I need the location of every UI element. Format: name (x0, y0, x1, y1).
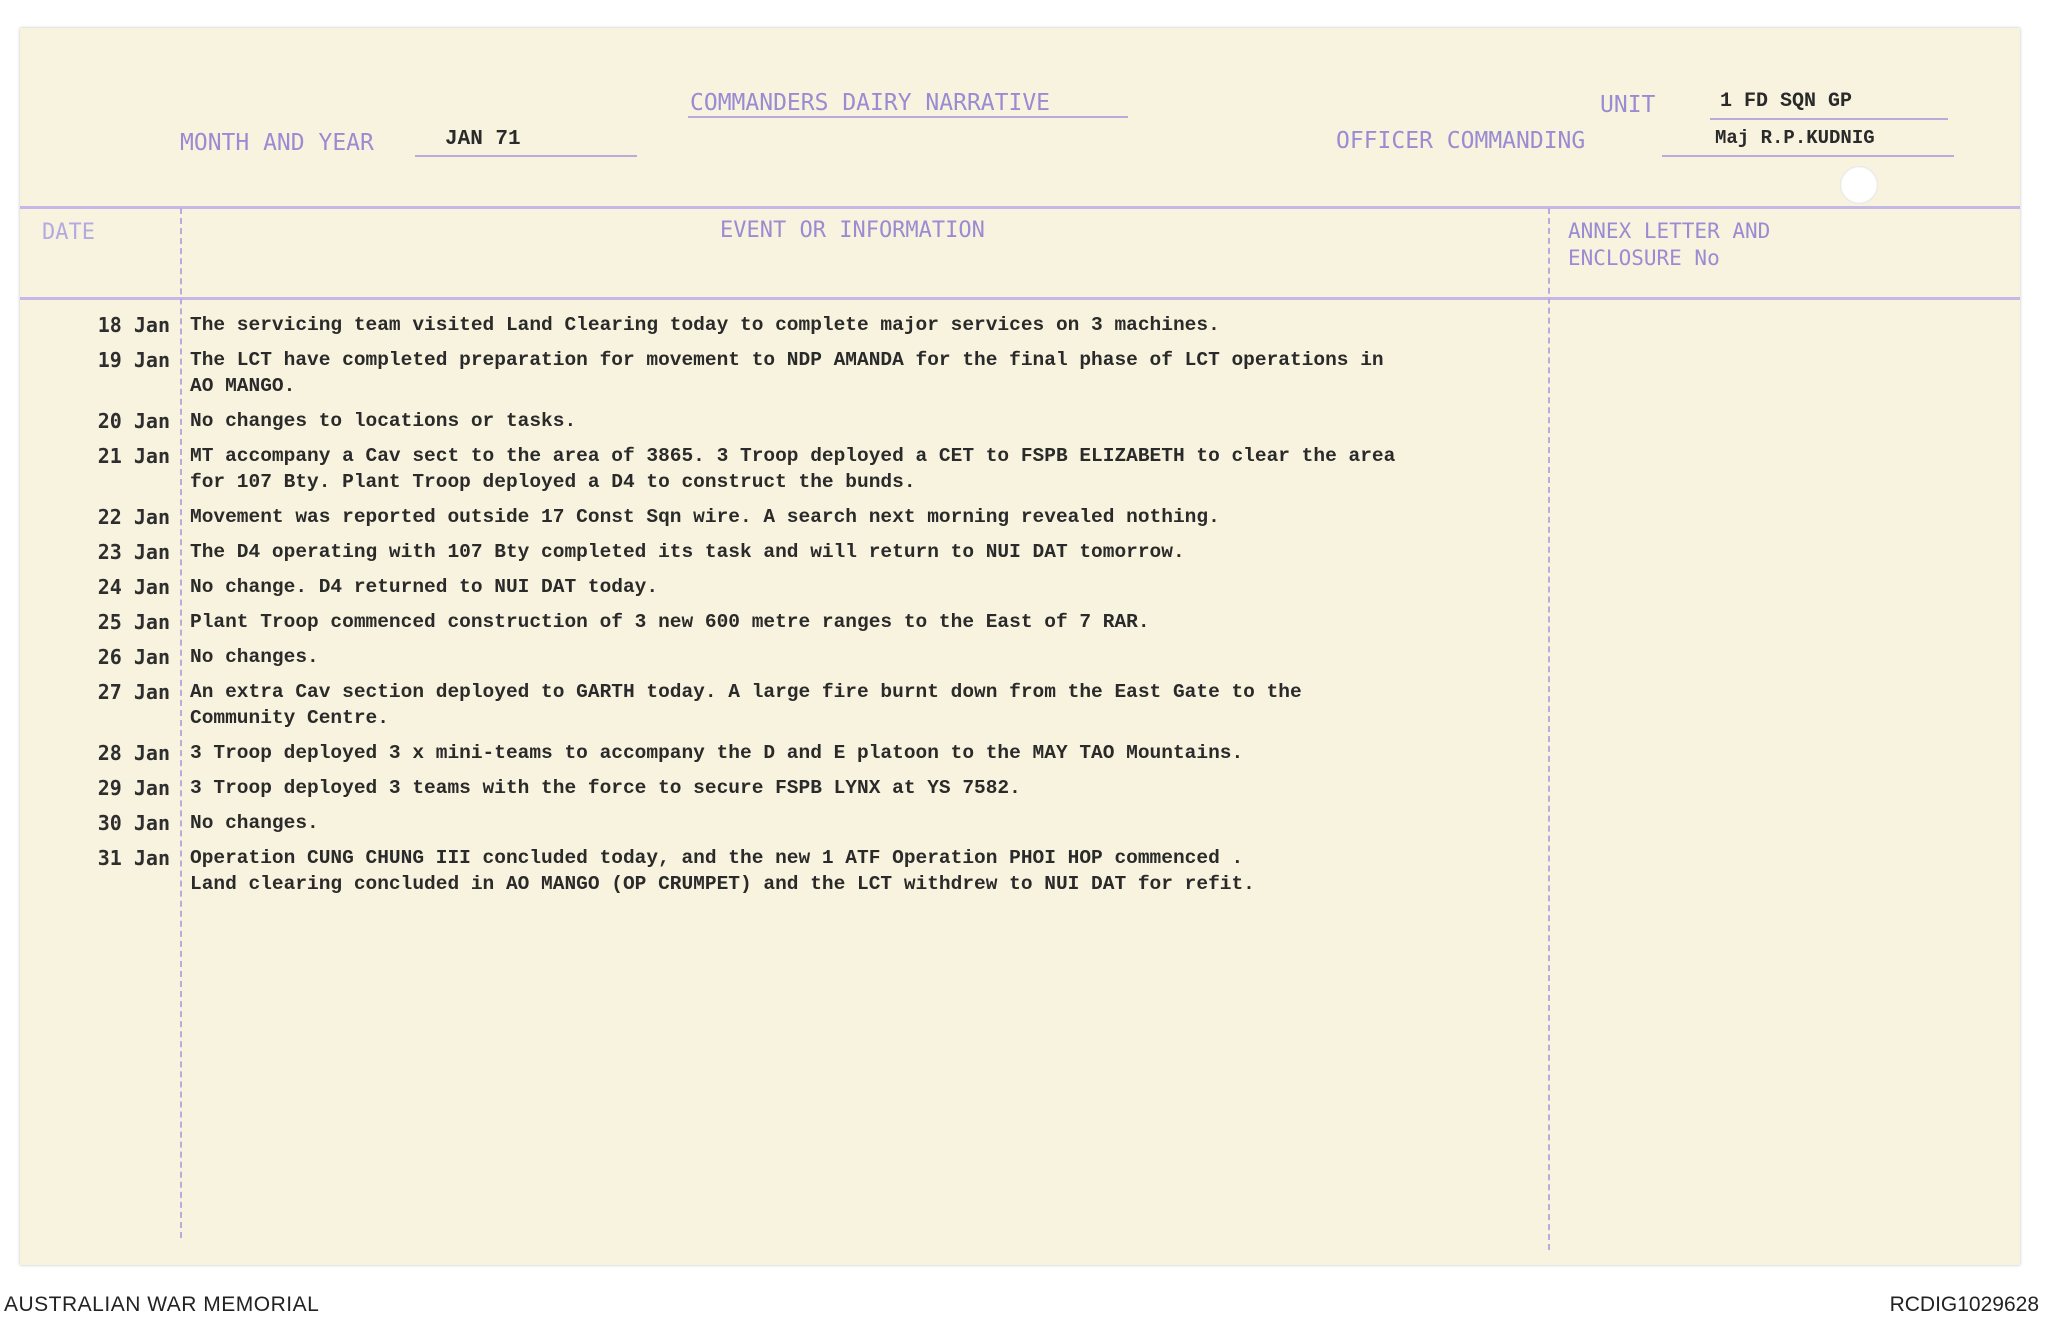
entry-date: 29 Jan (97, 776, 170, 800)
officer-commanding-label: OFFICER COMMANDING (1336, 128, 1586, 154)
entry-date: 23 Jan (97, 540, 170, 564)
entry-date: 26 Jan (97, 645, 170, 669)
entry-date: 27 Jan (97, 680, 170, 704)
diary-entry (20, 347, 1540, 399)
entry-text: No changes to locations or tasks. (190, 410, 577, 432)
column-header-date: DATE (42, 220, 95, 245)
entry-text: An extra Cav section deployed to GARTH today. A large fire burnt down from the East Gate to the Community Centre. (190, 681, 1302, 729)
entry-date: 25 Jan (97, 610, 170, 634)
diary-entry (20, 574, 1540, 600)
entry-text: 3 Troop deployed 3 teams with the force to secure FSPB LYNX at YS 7582. (190, 777, 1021, 799)
officer-commanding-underline (1662, 155, 1954, 157)
diary-entry (20, 740, 1540, 766)
entry-text: Movement was reported outside 17 Const Sqn wire. A search next morning revealed nothing. (190, 506, 1220, 528)
entry-text: No change. D4 returned to NUI DAT today. (190, 576, 659, 598)
document-page (20, 28, 2020, 1265)
entry-date: 22 Jan (97, 505, 170, 529)
diary-entry (20, 504, 1540, 530)
entry-date: 21 Jan (97, 444, 170, 468)
entry-text: The servicing team visited Land Clearing today to complete major services on 3 machines. (190, 314, 1220, 336)
diary-entry (20, 679, 1540, 731)
entry-text: 3 Troop deployed 3 x mini-teams to accompany the D and E platoon to the MAY TAO Mountains. (190, 742, 1244, 764)
entry-date: 18 Jan (97, 313, 170, 337)
diary-entry (20, 443, 1540, 495)
entry-date: 19 Jan (97, 348, 170, 372)
unit-value: 1 FD SQN GP (1720, 90, 1853, 113)
entry-text: MT accompany a Cav sect to the area of 3865. 3 Troop deployed a CET to FSPB ELIZABETH to clear the area for 107 Bty. Plant Troop deployed a D4 to construct the bunds. (190, 445, 1396, 493)
entry-text: The D4 operating with 107 Bty completed its task and will return to NUI DAT tomorrow. (190, 541, 1185, 563)
entry-date: 24 Jan (97, 575, 170, 599)
diary-entry (20, 312, 1540, 338)
officer-commanding-value: Maj R.P.KUDNIG (1715, 127, 1875, 149)
column-header-event: EVENT OR INFORMATION (720, 218, 985, 243)
archive-reference: RCDIG1029628 (1889, 1293, 2039, 1316)
unit-label: UNIT (1600, 92, 1656, 118)
form-title: COMMANDERS DAIRY NARRATIVE (690, 90, 1051, 116)
diary-entry (20, 609, 1540, 635)
entry-text: No changes. (190, 646, 319, 668)
diary-entry (20, 810, 1540, 836)
entry-date: 28 Jan (97, 741, 170, 765)
table-header-rule (20, 297, 2020, 300)
diary-entry (20, 775, 1540, 801)
punch-hole (1840, 166, 1878, 204)
entry-date: 20 Jan (97, 409, 170, 433)
month-year-value: JAN 71 (445, 128, 521, 151)
diary-entry (20, 408, 1540, 434)
month-year-underline (415, 155, 637, 157)
unit-underline (1710, 118, 1948, 120)
title-underline (688, 116, 1128, 118)
entry-date: 30 Jan (97, 811, 170, 835)
month-year-label: MONTH AND YEAR (180, 130, 374, 156)
entry-text: Operation CUNG CHUNG III concluded today, and the new 1 ATF Operation PHOI HOP commenced . Land clearing concluded in AO MANGO (OP CRUMPET) and the LCT withdrew to NUI DAT for refit. (190, 847, 1255, 895)
entry-text: The LCT have completed preparation for movement to NDP AMANDA for the final phase of LCT operations in AO MANGO. (190, 349, 1384, 397)
diary-entry (20, 845, 1540, 897)
diary-entries (20, 312, 1540, 906)
entry-text: No changes. (190, 812, 319, 834)
table-top-rule (20, 206, 2020, 209)
diary-entry (20, 539, 1540, 565)
entry-text: Plant Troop commenced construction of 3 new 600 metre ranges to the East of 7 RAR. (190, 611, 1150, 633)
archive-credit: AUSTRALIAN WAR MEMORIAL (4, 1293, 320, 1316)
entry-date: 31 Jan (97, 846, 170, 870)
diary-entry (20, 644, 1540, 670)
column-header-annex: ANNEX LETTER AND ENCLOSURE No (1568, 219, 1771, 270)
